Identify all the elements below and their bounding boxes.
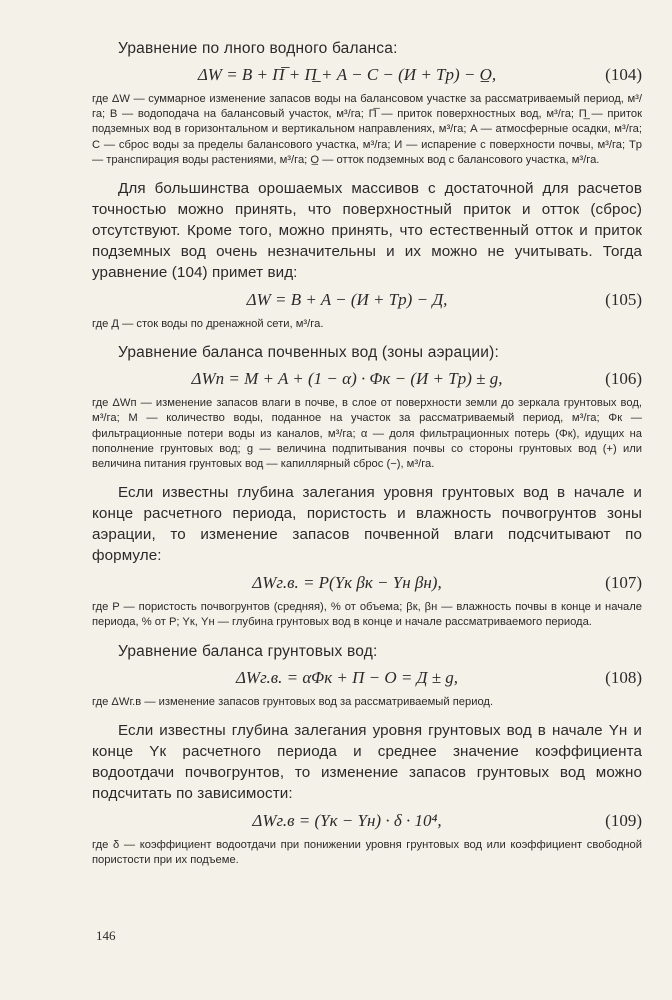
equation-108 (92, 665, 642, 691)
equation-104-legend: где ΔW — суммарное изменение запасов воды на балансовом участке за рассматриваемый период, м³/га; B — водоподача на балансовый участок, м³/га; П̅ — приток поверхностных вод, м³/га; П̲ — приток подземных вод в горизонтальном и вертикальном направлениях, м³/га; A — атмосферные осадки, м³/га; C — сброс воды за пределы балансового участка, м³/га; И — испарение с поверхности почвы, м³/га; Tр — транспирация воды растениями, м³/га; O̲ — отток подземных вод с балансового участка, м³/га. (92, 93, 642, 166)
equation-107-legend: где P — пористость почвогрунтов (средняя), % от объема; βк, βн — влажность почвы в конце и начале периода, % от P; Yк, Yн — глубина грунтовых вод в конце и начале рассматриваемого периода. (92, 601, 642, 629)
paragraph-1: Для большинства орошаемых массивов с достаточной для расчетов точностью можно принять, что поверхностный приток и отток (сброс) отсутствуют. Кроме того, можно принять, что естественный отток и приток подземных вод очень незначительны и их можно не учитывать. Тогда уравнение (104) примет вид: (92, 180, 642, 282)
equation-109-number: (109) (605, 810, 642, 830)
equation-107 (92, 570, 642, 596)
equation-108-number: (108) (605, 667, 642, 687)
equation-104-number: (104) (605, 65, 642, 84)
equation-105-legend: где Д — сток воды по дренажной сети, м³/га. (92, 318, 324, 331)
equation-106-number: (106) (605, 369, 642, 389)
equation-109-formula: ΔWг.в = (Yк − Yн) · δ · 10⁴, (252, 810, 442, 830)
heading-groundwater-balance: Уравнение баланса грунтовых вод: (118, 642, 378, 660)
equation-107-number: (107) (605, 573, 642, 593)
equation-105 (92, 287, 642, 313)
paragraph-3: Если известны глубина залегания уровня грунтовых вод в начале Yн и конце Yк расчетного периода и среднее значение коэффициента водоотдачи почвогрунтов, то изменение запасов грунтовых вод можно подсчитать по зависимости: (92, 721, 642, 802)
page-number: 146 (96, 928, 116, 943)
paragraph-2: Если известны глубина залегания уровня грунтовых вод в начале и конце расчетного периода, пористость и влажность почвогрунтов зоны аэрации, то изменение запасов почвенной влаги подсчитывают по формуле: (92, 484, 642, 565)
equation-106 (92, 366, 642, 392)
equation-104-formula: ΔW = B + П̅ + П̲ + A − C − (И + Tр) − O̲, (197, 65, 497, 84)
equation-105-formula: ΔW = B + A − (И + Tр) − Д, (246, 290, 448, 310)
equation-105-number: (105) (605, 290, 642, 310)
heading-full-water-balance: Уравнение по лного водного баланса: (118, 40, 398, 57)
equation-108-formula: ΔWг.в. = αΦк + П − O = Д ± g, (235, 667, 459, 687)
equation-106-legend: где ΔWп — изменение запасов влаги в почве, в слое от поверхности земли до зеркала грунтовых вод, м³/га; M — количество воды, поданное на участок за рассматриваемый период, м³/га; Φк — фильтрационные потери воды из каналов, м³/га; α — доля фильтрационных потерь (Φк), идущих на пополнение грунтовых вод; g — величина подпитывания почвы со стороны грунтовых вод (+) или величина питания грунтовых вод — капиллярный сброс (−), м³/га. (92, 397, 642, 471)
heading-soil-water-balance: Уравнение баланса почвенных вод (зоны аэрации): (118, 344, 499, 362)
equation-106-formula: ΔWп = M + A + (1 − α) · Φк − (И + Tр) ± g, (191, 369, 503, 389)
equation-108-legend: где ΔWг.в — изменение запасов грунтовых вод за рассматриваемый период. (92, 695, 494, 708)
equation-104 (92, 62, 642, 88)
equation-109 (92, 808, 642, 834)
equation-107-formula: ΔWг.в. = P(Yк βк − Yн βн), (252, 573, 442, 593)
equation-109-legend: где δ — коэффициент водоотдачи при понижении уровня грунтовых вод или коэффициент свободной пористости при их подъеме. (92, 838, 642, 867)
